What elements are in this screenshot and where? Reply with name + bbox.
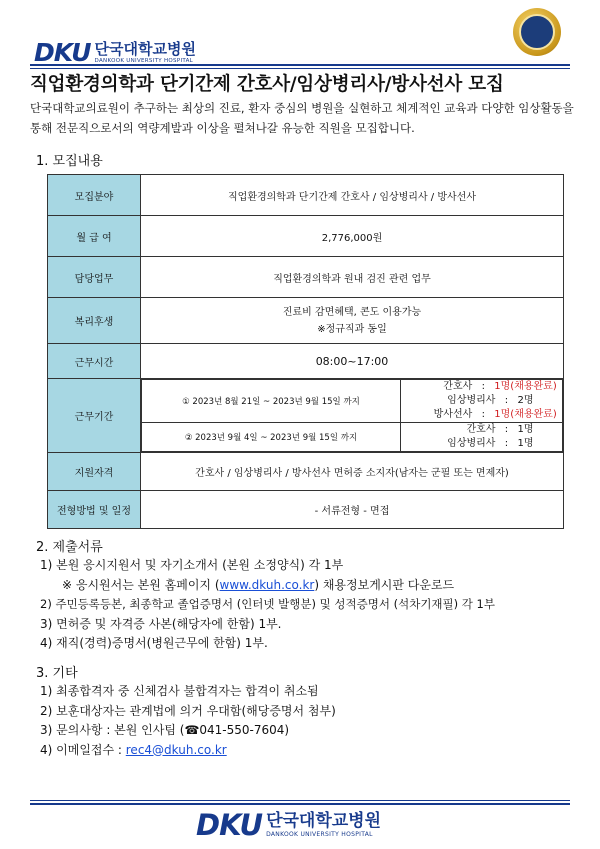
slot-colon: : — [481, 409, 485, 420]
logo-name-en: DANKOOK UNIVERSITY HOSPITAL — [94, 57, 194, 64]
seal-inner — [519, 14, 555, 50]
slot-colon: : — [504, 438, 509, 449]
section-heading-recruit: 1. 모집내용 — [36, 154, 103, 169]
list-item: 3) 문의사항 : 본원 인사팀 (☎041-550-7604) — [40, 723, 290, 737]
table-row — [48, 453, 564, 491]
slot-row — [407, 423, 562, 437]
logo-name-ko: 단국대학교병원 — [94, 39, 196, 58]
list-item: 2) 보훈대상자는 관계법에 의거 우대함(해당증명서 첨부) — [40, 703, 336, 718]
slot-colon: : — [504, 395, 509, 406]
list-item: 1) 본원 응시지원서 및 자기소개서 (본원 소정양식) 각 1부 — [40, 558, 344, 572]
slot-row — [407, 437, 562, 451]
slot-row — [407, 394, 562, 408]
logo-name-en: DANKOOK UNIVERSITY HOSPITAL — [266, 830, 373, 838]
slot-count: 1명 — [517, 438, 534, 449]
slot-row — [407, 380, 562, 394]
row-label-field: 모집분야 — [48, 175, 141, 216]
slot-position: 방사선사 — [433, 409, 473, 420]
footer-rule — [30, 803, 570, 805]
welfare-line-2: ※정규직과 동일 — [317, 323, 387, 335]
row-label-period: 근무기간 — [48, 379, 141, 453]
period-2-slots — [401, 423, 563, 452]
logo-mark: DKU — [196, 808, 263, 842]
table-row — [48, 175, 564, 216]
slot-colon: : — [481, 381, 485, 392]
slot-row — [407, 408, 562, 422]
row-label-duty: 담당업무 — [48, 257, 141, 298]
list-item — [40, 741, 336, 761]
header-rule — [30, 64, 570, 66]
table-row — [48, 257, 564, 298]
welfare-line-1: 진료비 감면혜택, 콘도 이용가능 — [282, 306, 422, 318]
list-item: 1) 최종합격자 중 신체검사 불합격자는 합격이 취소됨 — [40, 684, 319, 698]
row-label-qual: 지원자격 — [48, 453, 141, 491]
slot-count: 1명 — [517, 424, 534, 435]
row-label-process: 전형방법 및 일정 — [48, 491, 141, 529]
table-row — [48, 491, 564, 529]
recruit-table — [47, 174, 564, 529]
row-label-hours: 근무시간 — [48, 344, 141, 379]
slot-position: 간호사 — [466, 424, 496, 435]
hospital-logo-bottom — [196, 808, 381, 842]
row-value-hours: 08:00~17:00 — [141, 344, 564, 379]
header-rule-thin — [30, 68, 570, 69]
list-item: 4) 재직(경력)증명서(병원근무에 한함) 1부. — [40, 636, 268, 650]
row-value-salary: 2,776,000원 — [141, 216, 564, 257]
footer-rule-thin — [30, 800, 570, 801]
slot-position: 간호사 — [443, 381, 473, 392]
row-value-duty: 직업환경의학과 원내 검진 관련 업무 — [141, 257, 564, 298]
row-value-field: 직업환경의학과 단기간제 간호사 / 임상병리사 / 방사선사 — [141, 175, 564, 216]
period-row-2 — [142, 423, 563, 452]
section-heading-etc: 3. 기타 — [36, 666, 78, 681]
row-value-qual: 간호사 / 임상병리사 / 방사선사 면허증 소지자(남자는 군필 또는 면제자) — [141, 453, 564, 491]
period-2-dates: ② 2023년 9월 4일 ~ 2023년 9월 15일 까지 — [142, 423, 401, 452]
row-value-welfare — [141, 298, 564, 344]
table-row — [48, 216, 564, 257]
period-row-1 — [142, 380, 563, 423]
etc-list — [40, 682, 336, 760]
list-note — [40, 576, 495, 596]
table-row — [48, 379, 564, 453]
logo-mark: DKU — [34, 38, 91, 67]
email-label: 4) 이메일접수 : — [40, 742, 126, 757]
slot-colon: : — [504, 424, 509, 435]
period-subtable — [141, 379, 563, 452]
section-heading-documents: 2. 제출서류 — [36, 540, 103, 555]
hospital-seal-emblem — [513, 8, 561, 56]
email-link[interactable]: rec4@dkuh.co.kr — [125, 742, 227, 757]
row-value-process: - 서류전형 - 면접 — [141, 491, 564, 529]
slot-count: 1명(채용완료) — [494, 409, 557, 420]
period-1-slots — [401, 380, 563, 423]
row-value-period — [141, 379, 564, 453]
page-title: 직업환경의학과 단기간제 간호사/임상병리사/방사선사 모집 — [30, 74, 504, 95]
period-1-dates: ① 2023년 8월 21일 ~ 2023년 9월 15일 까지 — [142, 380, 401, 423]
list-item: 3) 면허증 및 자격증 사본(해당자에 한함) 1부. — [40, 616, 282, 631]
note-text: ※ 응시원서는 본원 홈페이지 ( — [62, 577, 220, 592]
documents-list — [40, 556, 495, 654]
table-row — [48, 344, 564, 379]
slot-count: 2명 — [517, 395, 534, 406]
logo-name-ko: 단국대학교병원 — [266, 810, 382, 831]
intro-paragraph: 단국대학교의료원이 추구하는 최상의 진료, 환자 중심의 병원을 실현하고 체계적인 교육과 다양한 임상활동을 통해 전문직으로서의 역량계발과 이상을 펼쳐나갈 유능한 직원을 모집합니다. — [30, 101, 574, 135]
table-row — [48, 298, 564, 344]
slot-count: 1명(채용완료) — [494, 381, 557, 392]
row-label-salary: 월 급 여 — [48, 216, 141, 257]
slot-position: 임상병리사 — [447, 395, 496, 406]
row-label-welfare: 복리후생 — [48, 298, 141, 344]
slot-position: 임상병리사 — [447, 438, 496, 449]
hospital-logo-top — [34, 38, 196, 67]
list-item: 2) 주민등록등본, 최종학교 졸업증명서 (인터넷 발행분) 및 성적증명서 (석차기재필) 각 1부 — [40, 597, 495, 611]
note-text: ) 채용정보게시판 다운로드 — [314, 577, 455, 592]
homepage-link[interactable]: www.dkuh.co.kr — [219, 577, 315, 592]
